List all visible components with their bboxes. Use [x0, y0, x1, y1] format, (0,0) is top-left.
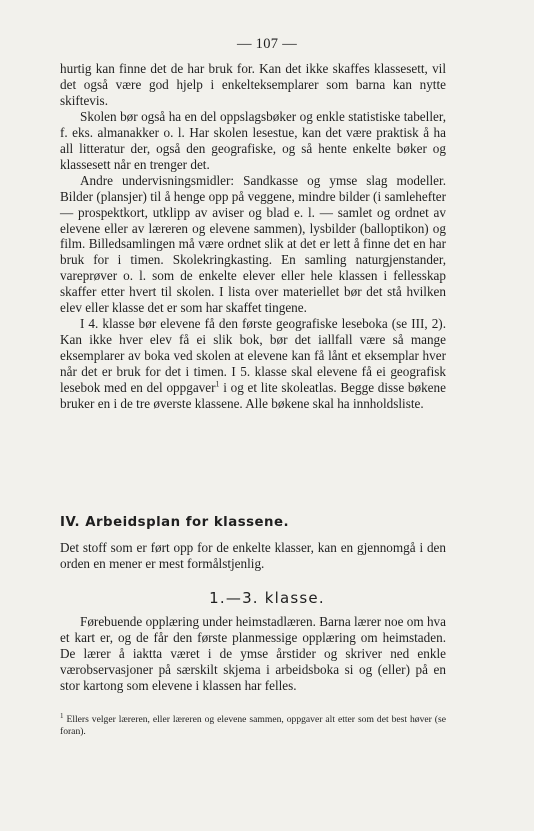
main-text	[60, 61, 446, 412]
footnote: $^1$ Ellers velger læreren, eller læreren og elevene sammen, oppgaver alt etter som det best høver (se foran).	[60, 711, 446, 738]
paragraph: I 4. klasse bør elevene få den første geografiske leseboka (se III, 2). Kan ikke hver elev få ei slik bok, bør det iallfall være så mange eksemplarer av boka ved skolen at elevene kan få lånt et eksemplar hver når det er bruk for det i timen. I 5. klasse skal elevene få ei geografisk lesebok med en del oppgaver$^1$ i og et lite skoleatlas. Begge disse bøkene bruker en i de tre øverste klassene. Alle bøkene skal ha innholdsliste.	[60, 316, 446, 412]
paragraph: hurtig kan finne det de har bruk for. Kan det ikke skaffes klassesett, vil det også være god hjelp i enkelteksemplarer som barna kan nytte skiftevis.	[60, 61, 446, 108]
footnote-number: 1	[60, 711, 64, 720]
page-number: — 107 —	[236, 36, 298, 52]
paragraph: Andre undervisningsmidler: Sandkasse og ymse slag modeller. Bilder (plansjer) til å henge opp på veggene, mindre bilder (i samlehefter — prospektkort, utklipp av aviser og blad e. l. — samlet og ordnet av elevene eller av læreren og elevene sammen), lysbilder (balloptikon) og film. Billedsamlingen må være ordnet slik at det er lett å finne det en har bruk for i timen. Skolekringkasting. En samling naturgjenstander, vareprøver o. l. som de enkelte elever eller hele klassen i fellesskap skaffer etter hvert til skolen. I lista over materiellet bør det stå hvilken elev eller klasse det er som har skaffet tingene.	[60, 172, 446, 316]
subsection-heading: 1.—3. klasse.	[209, 589, 325, 607]
footnote-marker: 1	[215, 379, 220, 389]
section-heading: IV. Arbeidsplan for klassene.	[60, 515, 290, 530]
paragraph: Skolen bør også ha en del oppslagsbøker og enkle statistiske tabeller, f. eks. almanakker o. l. Har skolen lesestue, kan det være praktisk å ha all litteratur der, også den geografiske, og så hente enkelte bøker og klassesett når en trenger det.	[60, 108, 446, 172]
section-intro: Det stoff som er ført opp for de enkelte klasser, kan en gjennomgå i den orden en mener er mest formålstjenlig.	[60, 540, 446, 571]
subsection-text: Førebuende opplæring under heimstadlæren. Barna lærer noe om hva et kart er, og de får den første planmessige opplæring om heimstaden. De lærer å iaktta været i de ymse årstider og skriver ned enkle værobservasjoner på særskilt skjema i arbeidsboka si og (eller) på en stor kartong som elevene i klassen har felles.	[60, 614, 446, 693]
